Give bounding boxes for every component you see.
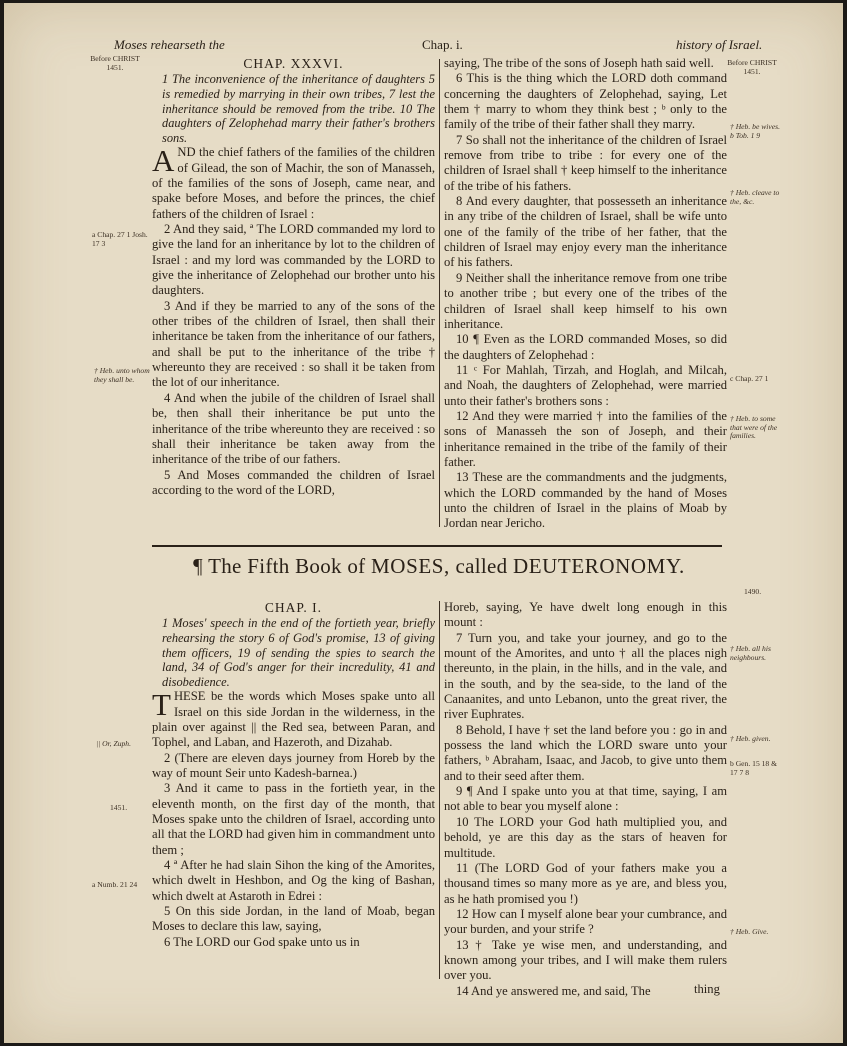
deut-verse-6: 6 The LORD our God spake unto us in	[164, 934, 360, 949]
column-deut-right	[444, 600, 727, 999]
deut-verse-9: 9 ¶ And I spake unto you at that time, saying, I am not able to bear you myself alone :	[444, 784, 727, 814]
margin-note-heb-neighbours: † Heb. all his neighbours.	[730, 644, 771, 662]
deut-verse-6-cont: Horeb, saying, Ye have dwelt long enough in this mount :	[444, 600, 727, 630]
verse-9: 9 Neither shall the inheritance remove from one tribe to another tribe ; but every one of the tribes of the children of Israel shall keep himself to his own inheritance.	[444, 270, 727, 331]
chapter-summary-i: 1 Moses' speech in the end of the fortieth year, briefly rehearsing the story 6 of God's promise, 13 of giving them officers, 19 of sending the spies to search the land, 34 of God's anger for their incredulity, 41 and disobedience.	[162, 616, 435, 689]
deut-verse-7: 7 Turn you, and take your journey, and go to the mount of the Amorites, and unto † all the places nigh thereunto, in the plain, in the hills, and in the vale, and in the south, and by the sea-side, to the land of the Canaanites, and unto Lebanon, unto the great river, the river Euphrates.	[444, 630, 727, 722]
catchword: thing	[694, 982, 720, 996]
column-numbers-right	[444, 56, 727, 532]
verse-5-cont: saying, The tribe of the sons of Joseph hath said well.	[444, 56, 714, 70]
margin-note-heb-given: † Heb. given.	[730, 734, 771, 743]
verse-8: 8 And every daughter, that possesseth an inheritance in any tribe of the children of Israel, shall be wife unto one of the family of the tribe of her father, that the children of Israel may enjoy every man the inheritance of his fathers.	[444, 194, 727, 270]
drop-cap-t: T	[152, 687, 171, 723]
book-title: ¶ The Fifth Book of MOSES, called DEUTERONOMY.	[193, 554, 685, 578]
verse-13: 13 These are the commandments and the judgments, which the LORD commanded by the hand of Moses unto the children of Israel in the plains of Moab by Jordan near Jericho.	[444, 470, 727, 531]
deut-verse-11: 11 (The LORD God of your fathers make you a thousand times so many more as ye are, and bless you, as he hath promised you !)	[444, 860, 727, 906]
margin-year-1451: 1451.	[110, 803, 128, 812]
verse-1: AND the chief fathers of the families of the children of Gilead, the son of Machir, the son of Manasseh, of the families of the sons of Joseph, came near, and spake before Moses, and before the princes, the chief fathers of the children of Israel :	[152, 143, 435, 221]
drop-cap-a: A	[152, 143, 175, 179]
deut-verse-14: 14 And ye answered me, and said, The	[456, 983, 651, 998]
margin-year-1490: 1490.	[744, 587, 762, 596]
deut-verse-10: 10 The LORD your God hath multiplied you, and behold, ye are this day as the stars of heaven for multitude.	[444, 814, 727, 860]
chapter-heading-xxxvi: CHAP. XXXVI.	[243, 56, 344, 71]
column-divider-top	[439, 59, 440, 527]
margin-note-heb-cleave: † Heb. cleave to the, &c.	[730, 188, 780, 206]
verse-7: 7 So shall not the inheritance of the children of Israel remove from tribe to tribe : for every one of the children of Israel shall † keep himself to the inheritance of the tribe of his fathers.	[444, 132, 727, 193]
verse-5: 5 And Moses commanded the children of Israel according to the word of the LORD,	[152, 467, 435, 497]
deut-verse-3: 3 And it came to pass in the fortieth year, in the eleventh month, on the first day of the month, that Moses spake unto the children of Israel, according unto all that the LORD had given him in commandment unto them ;	[152, 781, 435, 857]
column-deut-left	[152, 600, 435, 950]
margin-before-christ-right: Before CHRIST 1451.	[727, 58, 777, 76]
verse-3: 3 And if they be married to any of the sons of the other tribes of the children of Israel, then shall their inheritance be taken from the inheritance of our fathers, and shall be put to the inheritance of the tribe † whereunto they are received : so shall it be taken from the lot of our inheritance.	[152, 298, 435, 390]
chapter-heading-i: CHAP. I.	[264, 600, 323, 615]
section-rule	[152, 545, 722, 547]
margin-note-heb-give: † Heb. Give.	[730, 927, 769, 936]
chapter-summary-xxxvi: 1 The inconvenience of the inheritance of daughters 5 is remedied by marrying in their own tribes, 7 lest the inheritance should be removed from the tribe. 10 The daughters of Zelophehad marry their father's brothers sons.	[162, 72, 435, 145]
deut-verse-2: 2 (There are eleven days journey from Horeb by the way of mount Seir unto Kadesh-barnea.)	[152, 750, 435, 781]
margin-note-b-gen: b Gen. 15 18 & 17 7 8	[730, 759, 778, 777]
title-deuteronomy: DEUTERONOMY.	[512, 554, 685, 578]
margin-note-heb-wives: † Heb. be wives. b Tob. 1 9	[730, 122, 780, 140]
margin-note-heb-families: † Heb. to some that were of the families.	[730, 414, 778, 441]
verse-10: 10 ¶ Even as the LORD commanded Moses, so did the daughters of Zelophehad :	[444, 332, 727, 362]
title-moses: MOSES,	[371, 554, 450, 578]
column-numbers-left	[152, 56, 435, 498]
deut-verse-5: 5 On this side Jordan, in the land of Moab, began Moses to declare this law, saying,	[152, 904, 435, 934]
verse-4: 4 And when the jubile of the children of Israel shall be, then shall their inheritance be put unto the inheritance of the tribe whereunto they are received : so shall their inheritance be taken away from the inheritance of the tribe of our fathers.	[152, 390, 435, 467]
margin-note-heb-whom: † Heb. unto whom they shall be.	[94, 366, 150, 384]
margin-note-c-chap: c Chap. 27 1	[730, 374, 769, 383]
deut-verse-1: THESE be the words which Moses spake unto all Israel on this side Jordan in the wilderness, in the plain over against || the Red sea, between Paran, and Tophel, and Laban, and Hazeroth, and Dizahab.	[152, 687, 435, 750]
bible-page	[4, 3, 843, 1043]
deut-verse-8: 8 Behold, I have † set the land before you : go in and possess the land which the LORD sware unto your fathers, ᵇ Abraham, Isaac, and Jacob, to give unto them and to their seed after them.	[444, 722, 727, 783]
column-divider-bottom	[439, 601, 440, 979]
deut-verse-4: 4 ª After he had slain Sihon the king of the Amorites, which dwelt in Heshbon, and Og the king of Bashan, which dwelt at Astaroth in Edrei :	[152, 858, 435, 903]
margin-note-or-zuph: || Or, Zuph.	[96, 739, 131, 748]
verse-11: 11 ᶜ For Mahlah, Tirzah, and Hoglah, and Milcah, and Noah, the daughters of Zelophehad, were married unto their father's brothers sons :	[444, 362, 727, 408]
margin-note-a-chap: a Chap. 27 1 Josh. 17 3	[92, 230, 148, 248]
margin-note-a-numb: a Numb. 21 24	[92, 880, 138, 889]
margin-before-christ-left: Before CHRIST 1451.	[90, 54, 140, 72]
verse-12: 12 And they were married † into the families of the sons of Manasseh the son of Joseph, and their inheritance remained in the tribe of the family of their father.	[444, 408, 727, 469]
pilcrow: ¶	[193, 554, 203, 578]
verse-6: 6 This is the thing which the LORD doth command concerning the daughters of Zelophehad, saying, Let them † marry to whom they think best ; ᵇ only to the family of the tribe of their father shall they marry.	[444, 71, 727, 132]
running-header-center: Chap. i.	[422, 37, 463, 52]
running-header-right: history of Israel.	[676, 37, 763, 52]
deut-verse-12: 12 How can I myself alone bear your cumbrance, and your burden, and your strife ?	[444, 906, 727, 937]
verse-2: 2 And they said, ª The LORD commanded my lord to give the land for an inheritance by lot to the children of Israel : and my lord was commanded by the LORD to give the inheritance of Zelophehad our brother unto his daughters.	[152, 222, 435, 298]
running-header-left: Moses rehearseth the	[114, 37, 225, 52]
deut-verse-13: 13 † Take ye wise men, and understanding, and known among your tribes, and I will make them rulers over you.	[444, 937, 727, 983]
